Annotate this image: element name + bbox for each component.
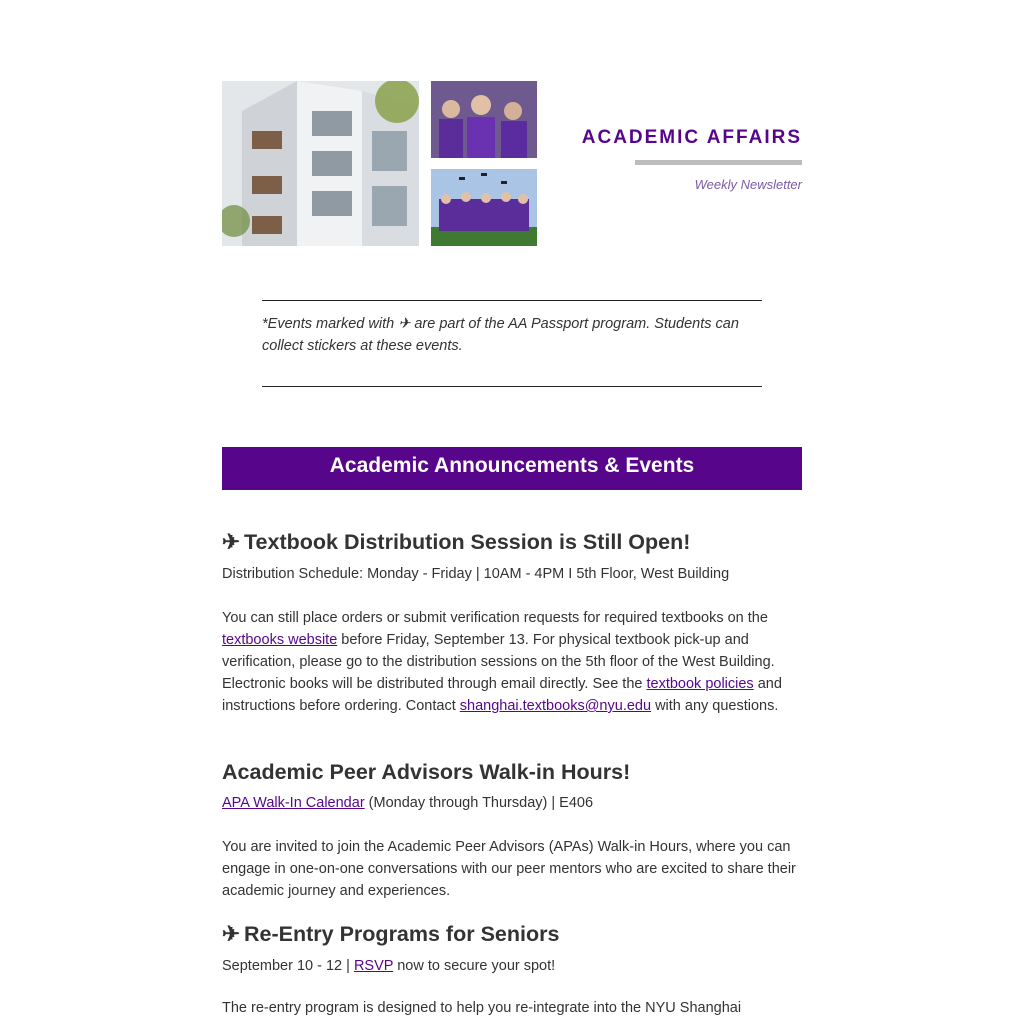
body-text-segment: before Friday, September 13. For physical textbook pick-up and verification, please go to the distribution sessions on the 5th floor of the West Building. Electronic books will be distributed through email directly. See the [222,632,775,692]
article-title: Academic Peer Advisors Walk-in Hours! [222,760,631,784]
passport-note-text: *Events marked with ✈ are part of the AA Passport program. Students can collect stickers at these events. [262,316,739,354]
apa-calendar-link[interactable]: APA Walk-In Calendar [222,795,365,811]
textbooks-email-link[interactable]: shanghai.textbooks@nyu.edu [459,698,652,714]
meta-text: (Monday through Thursday) | E406 [364,795,594,811]
body-text-segment: and instructions before ordering. Contact [222,676,782,714]
brand-divider [635,160,802,165]
article-meta: Distribution Schedule: Monday - Friday | 10AM - 4PM I 5th Floor, West Building [222,566,730,582]
textbook-policies-link[interactable]: textbook policies [646,676,754,692]
article-body [222,607,802,717]
article-title-text: Re-Entry Programs for Seniors [244,922,560,946]
article-title [222,530,690,555]
section-header: Academic Announcements & Events [222,447,802,490]
meta-text: now to secure your spot! [393,958,556,974]
building-photo [222,81,419,246]
meta-text: September 10 - 12 | [222,958,354,974]
body-text-segment: You can still place orders or submit verification requests for required textbooks on the [222,610,768,626]
article-meta [222,955,555,977]
header-banner [222,81,802,246]
brand-subtitle: Weekly Newsletter [694,177,802,192]
airplane-icon: ✈ [222,530,241,554]
article-body: You are invited to join the Academic Peer Advisors (APAs) Walk-in Hours, where you can engage in one-on-one conversations with our peer mentors who are excited to share their academic journey and experiences. [222,839,796,899]
students-illustration-icon [431,81,537,158]
brand-title: ACADEMIC AFFAIRS [581,127,802,148]
building-illustration-icon [222,81,419,246]
graduation-illustration-icon [431,169,537,246]
article-body: The re-entry program is designed to help you re-integrate into the NYU Shanghai [222,1000,742,1016]
airplane-icon: ✈ [222,922,241,946]
passport-note [262,300,762,387]
article-meta [222,792,593,814]
article-title [222,922,559,947]
graduation-photo [431,169,537,246]
article-title-text: Textbook Distribution Session is Still Open! [244,530,691,554]
textbooks-website-link[interactable]: textbooks website [222,632,338,648]
body-text-segment: with any questions. [651,698,779,714]
rsvp-link[interactable]: RSVP [353,958,394,974]
students-photo [431,81,537,158]
